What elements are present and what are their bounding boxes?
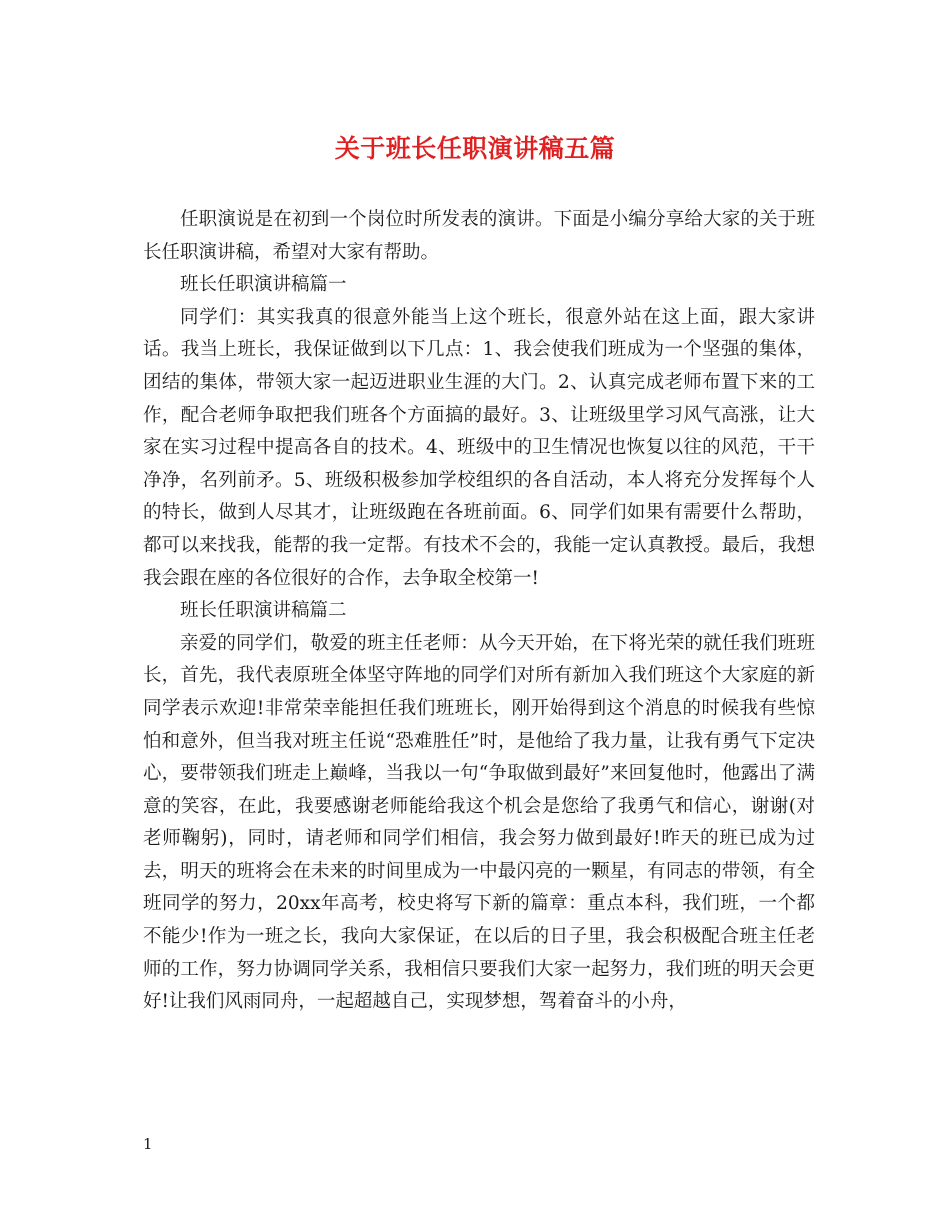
document-title: 关于班长任职演讲稿五篇 bbox=[334, 134, 616, 163]
body-paragraph-1: 同学们：其实我真的很意外能当上这个班长，很意外站在这上面，跟大家讲话。我当上班长，我保证做到以下几点：1、我会使我们班成为一个坚强的集体，团结的集体，带领大家一起迈进职业生涯的大门。2、认真完成老师布置下来的工作，配合老师争取把我们班各个方面搞的最好。3、让班级里学习风气高涨，让大家在实习过程中提高各自的技术。4、班级中的卫生情况也恢复以往的风范，干干净净，名列前矛。5、班级积极参加学校组织的各自活动，本人将充分发挥每个人的特长，做到人尽其才，让班级跑在各班前面。6、同学们如果有需要什么帮助，都可以来找我，能帮的我一定帮。有技术不会的，我能一定认真教授。最后，我想我会跟在座的各位很好的合作，去争取全校第一! bbox=[143, 306, 815, 589]
page-number: 1 bbox=[143, 1135, 153, 1153]
section-heading-1: 班长任职演讲稿篇一 bbox=[180, 274, 347, 296]
document-body bbox=[143, 204, 815, 1019]
section-heading-2: 班长任职演讲稿篇二 bbox=[180, 600, 347, 622]
intro-paragraph: 任职演说是在初到一个岗位时所发表的演讲。下面是小编分享给大家的关于班长任职演讲稿，希望对大家有帮助。 bbox=[143, 209, 815, 263]
body-paragraph-2: 亲爱的同学们，敬爱的班主任老师：从今天开始，在下将光荣的就任我们班班长，首先，我代表原班全体坚守阵地的同学们对所有新加入我们班这个大家庭的新同学表示欢迎!非常荣幸能担任我们班班长，刚开始得到这个消息的时候我有些惊怕和意外，但当我对班主任说“恐难胜任”时，是他给了我力量，让我有勇气下定决心，要带领我们班走上巅峰，当我以一句“争取做到最好”来回复他时，他露出了满意的笑容，在此，我要感谢老师能给我这个机会是您给了我勇气和信心，谢谢(对老师鞠躬)，同时，请老师和同学们相信，我会努力做到最好!昨天的班已成为过去，明天的班将会在未来的时间里成为一中最闪亮的一颗星，有同志的带领，有全班同学的努力，20xx年高考，校史将写下新的篇章：重点本科，我们班，一个都不能少!作为一班之长，我向大家保证，在以后的日子里，我会积极配合班主任老师的工作，努力协调同学关系，我相信只要我们大家一起努力，我们班的明天会更好!让我们风雨同舟，一起超越自己，实现梦想，驾着奋斗的小舟， bbox=[143, 632, 815, 1013]
